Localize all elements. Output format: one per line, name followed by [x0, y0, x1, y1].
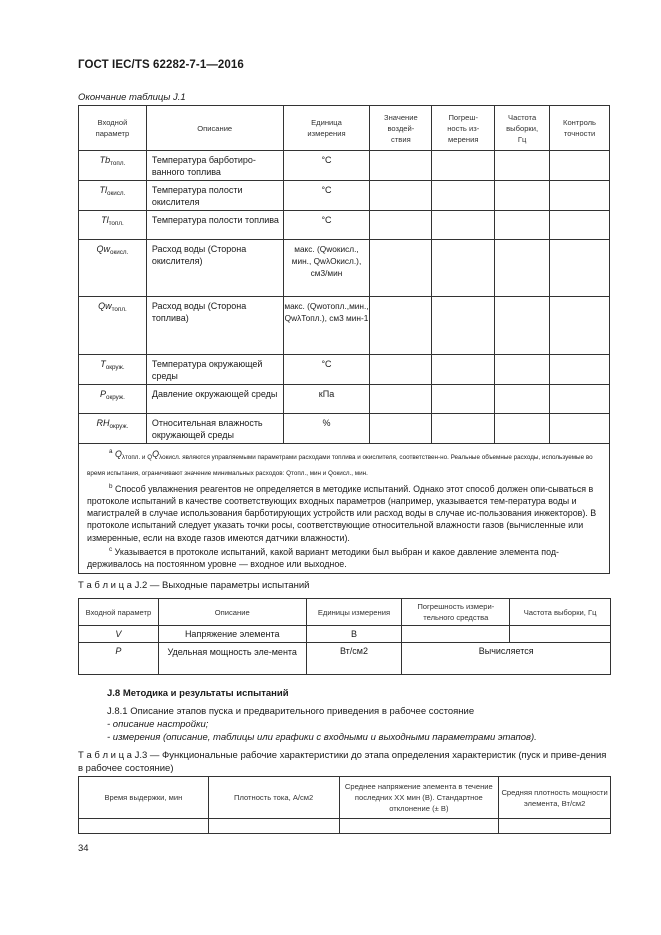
table-row: $Tl_{топл.}$ Температура полости топлива °С: [79, 211, 610, 240]
table3-header-row: [79, 777, 611, 819]
col-avg-voltage: Среднее напряжение элемента в течение последних XX мин (В). Стандартное отклонение (± В): [339, 777, 499, 819]
col-hold-time: Время выдержки, мин: [79, 777, 209, 819]
table2-header-row: [79, 599, 611, 626]
note-b: $^b$ Способ увлажнения реагентов не определяется в методике испытаний. Однако этот способ должен опи-сываться в протоколе испытаний в качестве соответствующих входных параметров (например, указывается тем-пература воды и магистралей в случае использования барботирующих устройств или расход воды в случае ис-пользования инжекторов). В протоколе испытаний следует указать точки росы, соответствующие относительной влажности газов (вычисленные или измеренные, если на входе газов имеются датчики влажности).: [87, 482, 597, 543]
table1-notes-row: [79, 444, 610, 574]
col-description: Описание: [146, 106, 283, 151]
table-row: V Напряжение элемента В: [79, 626, 611, 643]
list-item: - измерения (описание, таблицы или графики с входными и выходными параметрами этапов).: [107, 732, 537, 743]
table-row: $RH_{окруж.}$ Относительная влажность окружающей среды %: [79, 414, 610, 444]
table-row: $Tb_{топл.}$ Температура барботиро-ванного топлива °С: [79, 151, 610, 181]
col-power-density: Средняя плотность мощности элемента, Вт/см2: [499, 777, 611, 819]
section-paragraph: J.8.1 Описание этапов пуска и предварительного приведения в рабочее состояние: [107, 706, 475, 717]
col-accuracy: Контроль точности: [550, 106, 610, 151]
table2-caption: Т а б л и ц а J.2 — Выходные параметры испытаний: [78, 580, 310, 591]
col-current-density: Плотность тока, А/см2: [208, 777, 339, 819]
table1-header-row: [79, 106, 610, 151]
table3-caption: Т а б л и ц а J.3 — Функциональные рабочие характеристики до этапа определения характеристик (пуск и приве-дения в рабочее состояние): [78, 750, 607, 774]
col-input-param: Входной параметр: [79, 599, 159, 626]
table-row: $Tl_{окисл.}$ Температура полости окислителя °С: [79, 181, 610, 211]
table-row: $P_{окруж.}$ Давление окружающей среды кПа: [79, 385, 610, 414]
table-j2: [78, 598, 611, 675]
note-c: $^c$ Указывается в протоколе испытаний, какой вариант методики был выбран и какое давление элемента под-держивалось на постоянном уровне — входное или выходное.: [87, 546, 559, 570]
col-error: Погреш- ность из- мерения: [432, 106, 495, 151]
section-title: J.8 Методика и результаты испытаний: [107, 688, 289, 699]
table-row: P Удельная мощность эле-мента Вт/см2 Вычисляется: [79, 643, 611, 675]
col-units: Единицы измерения: [306, 599, 402, 626]
list-item: - описание настройки;: [107, 719, 209, 730]
col-instrument-error: Погрешность измери-тельного средства: [402, 599, 510, 626]
col-input-param: Входной параметр: [79, 106, 147, 151]
table1-notes: [79, 444, 610, 574]
col-sampling: Частота выборки, Гц: [495, 106, 550, 151]
col-sampling: Частота выборки, Гц: [510, 599, 611, 626]
table-row: $Qw_{окисл.}$ Расход воды (Сторона окислителя) макс. (Qwокисл., мин., QwλОкисл.), см3/мин: [79, 240, 610, 297]
col-unit: Единица измерения: [283, 106, 370, 151]
table1-caption: Окончание таблицы J.1: [78, 92, 186, 103]
page-number: 34: [78, 843, 89, 854]
table-row: [79, 819, 611, 834]
table-row: $Qw_{топл.}$ Расход воды (Сторона топлива) макс. (Qwотопл.,мин., QwλТопл.), см3 мин-1: [79, 297, 610, 355]
col-description: Описание: [158, 599, 306, 626]
table-j1: [78, 105, 610, 574]
document-header: ГОСТ IEC/TS 62282-7-1—2016: [78, 59, 244, 71]
table-row: $T_{окруж.}$ Температура окружающей среды °С: [79, 355, 610, 385]
table-j3: [78, 776, 611, 834]
col-impact: Значение воздей- ствия: [370, 106, 432, 151]
note-a: $^a$ $Q_{\lambda топл. и Q}Q_{\lambda окисл. являются управляемыми параметрами расходами топлива и окислителя, соответствен-но. Реальные объемные расходы, используемые во время испытания, ограничивают значение минимальных расходов: Qтопл., мин и Qокисл., мин.}$: [87, 448, 593, 478]
